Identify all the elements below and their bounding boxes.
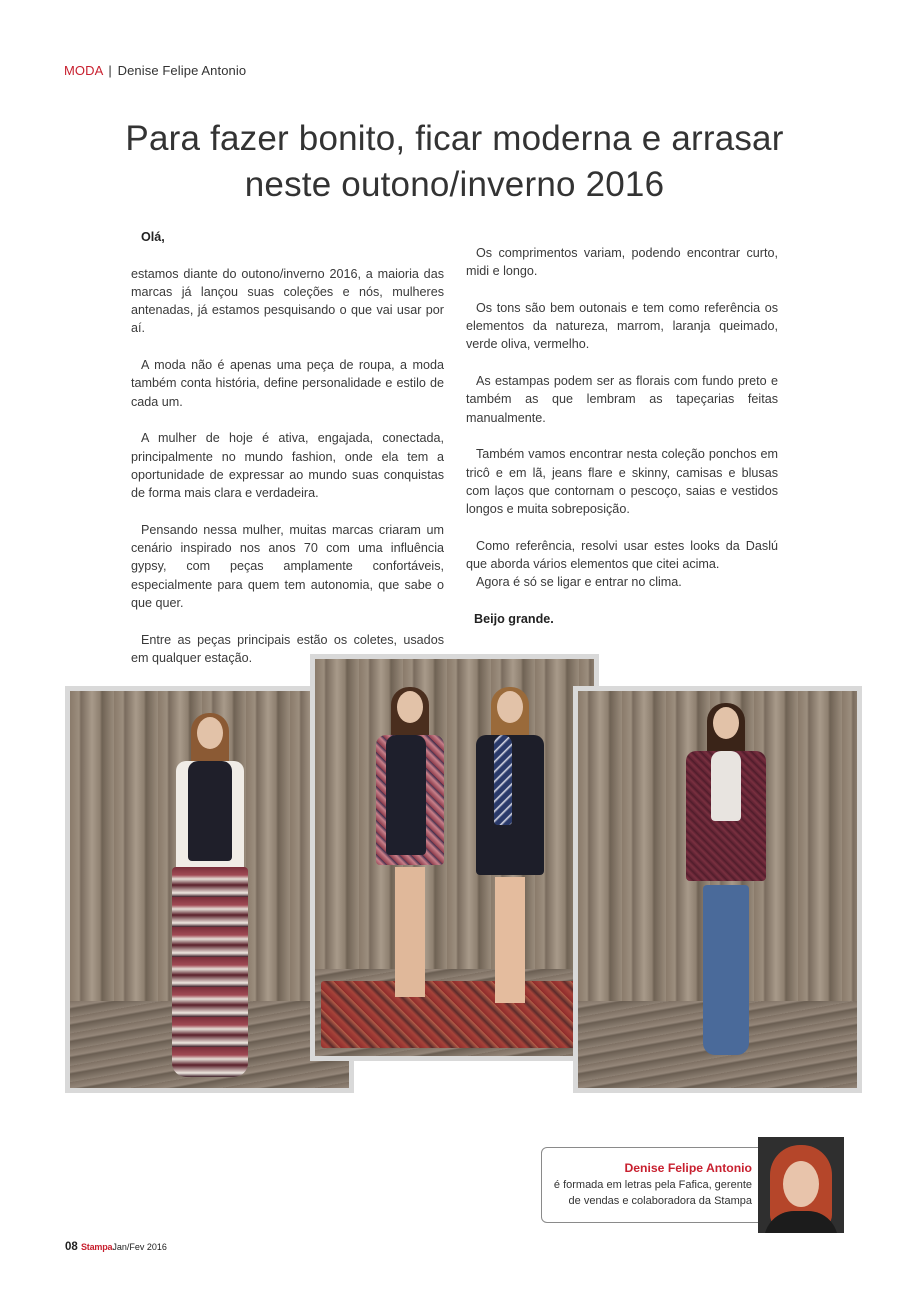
- paragraph: Agora é só se ligar e entrar no clima.: [476, 575, 682, 590]
- article-column-left: [131, 228, 444, 685]
- title-line-2: neste outono/inverno 2016: [244, 165, 665, 204]
- paragraph: Pensando nessa mulher, muitas marcas criaram um cenário inspirado nos anos 70 com uma influência gypsy, com peças amplamente confortáveis, especialmente para quem tem autonomia, que sabe o que quer.: [131, 522, 444, 610]
- title-line-1: Para fazer bonito, ficar moderna e arrasar: [125, 119, 784, 158]
- header-author: Denise Felipe Antonio: [117, 63, 247, 78]
- magazine-brand: Stampa: [81, 1242, 113, 1252]
- model-figure: [676, 707, 776, 1077]
- paragraph: estamos diante do outono/inverno 2016, a maioria das marcas já lançou suas coleções e nós, mulheres antenadas, já estamos pesquisando o que vai usar por aí.: [131, 266, 444, 336]
- paragraph: A moda não é apenas uma peça de roupa, a moda também conta história, define personalidade e estilo de cada um.: [131, 358, 444, 409]
- section-label: MODA: [64, 63, 103, 78]
- header-separator: |: [108, 63, 112, 78]
- bio-author-name: Denise Felipe Antonio: [624, 1161, 752, 1175]
- bio-line-2: de vendas e colaboradora da Stampa: [568, 1195, 752, 1207]
- article-column-right: [466, 244, 778, 647]
- paragraph: As estampas podem ser as florais com fundo preto e também as que lembram as tapeçarias feitas manualmente.: [466, 374, 778, 425]
- issue-date: Jan/Fev 2016: [112, 1242, 167, 1252]
- page-number: 08: [65, 1241, 78, 1253]
- author-bio-box: [541, 1147, 781, 1223]
- paragraph: Como referência, resolvi usar estes looks da Daslú que aborda vários elementos que citei acima.: [466, 538, 778, 572]
- closing: Beijo grande.: [474, 611, 554, 626]
- bio-line-1: é formada em letras pela Fafica, gerente: [553, 1179, 752, 1191]
- paragraph: Os tons são bem outonais e tem como referência os elementos da natureza, marrom, laranja queimado, verde oliva, vermelho.: [466, 300, 778, 352]
- model-figure: [160, 717, 260, 1077]
- page-footer: [65, 1241, 167, 1253]
- paragraph: Entre as peças principais estão os coletes, usados em qualquer estação.: [131, 632, 444, 665]
- fashion-photo-center: [310, 654, 599, 1061]
- article-title: [100, 116, 809, 208]
- model-figure: [365, 691, 455, 1011]
- photo-scene: [315, 659, 594, 1056]
- paragraph: A mulher de hoje é ativa, engajada, conectada, principalmente no mundo fashion, onde ela tem a oportunidade de expressar ao mundo suas conquistas de forma mais clara e verdadeira.: [131, 431, 444, 501]
- section-header: [64, 63, 246, 78]
- photo-scene: [70, 691, 349, 1088]
- paragraph: Também vamos encontrar nesta coleção ponchos em tricô e em lã, jeans flare e skinny, camisas e blusas com laços que contornam o pescoço, saias e vestidos longos e muita sobreposição.: [466, 447, 778, 517]
- greeting: Olá,: [141, 230, 165, 244]
- paragraph: Os comprimentos variam, podendo encontrar curto, midi e longo.: [466, 246, 778, 279]
- fashion-photo-right: [573, 686, 862, 1093]
- model-figure: [465, 691, 555, 1011]
- author-portrait: [758, 1137, 844, 1233]
- photo-scene: [578, 691, 857, 1088]
